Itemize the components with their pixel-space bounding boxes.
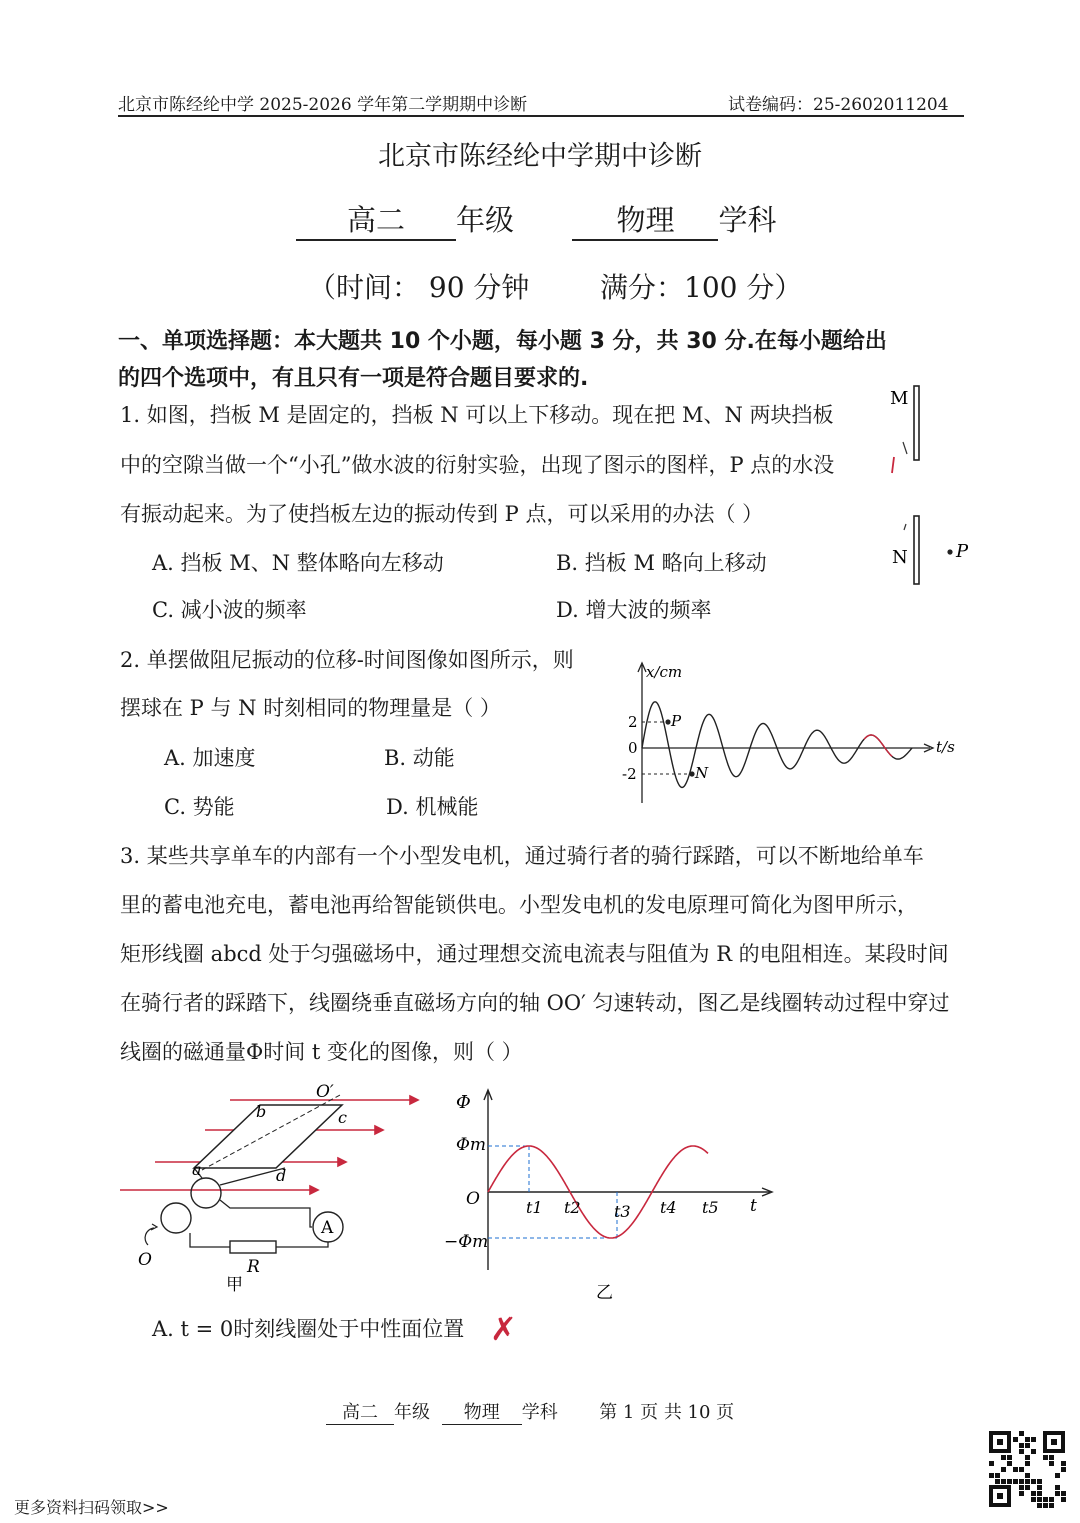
q1-barrier-figure [880, 380, 990, 600]
grade-suffix: 年级 [456, 203, 515, 237]
footer-subject-suffix: 学科 [521, 1402, 558, 1423]
footer-page-number: 第 1 页 共 10 页 [599, 1402, 735, 1423]
q1-option-c: C. 减小波的频率 [152, 598, 307, 622]
q3-phi-m: Φm [456, 1135, 487, 1155]
q2-curve-red-segment [864, 735, 892, 756]
q2-tick-2: 2 [628, 713, 638, 731]
q2-line1: 2. 单摆做阻尼振动的位移-时间图像如图所示，则 [120, 648, 574, 672]
footer-grade-suffix: 年级 [394, 1402, 430, 1423]
resistor-r [230, 1241, 276, 1253]
q3-line4: 在骑行者的踩踏下，线圈绕垂直磁场方向的轴 OO′ 匀速转动，图乙是线圈转动过程中穿过 [120, 991, 950, 1015]
grade-subject-line [296, 198, 776, 241]
q2-line2: 摆球在 P 与 N 时刻相同的物理量是（ ） [120, 696, 501, 720]
grade-value: 高二 [296, 198, 456, 241]
q3-tick-t1: t1 [526, 1198, 543, 1217]
q1-option-b: B. 挡板 M 略向上移动 [556, 551, 767, 575]
barrier-m [914, 386, 919, 460]
q2-label-p: P [671, 712, 682, 730]
wire-top [220, 1200, 312, 1227]
section-heading-line2: 的四个选项中，有且只有一项是符合题目要求的. [118, 366, 589, 391]
q3-neg-phi-m: −Φm [444, 1232, 489, 1252]
wire-right [276, 1242, 328, 1247]
q1-fig-label-n: N [892, 547, 908, 568]
q2-point-p [665, 719, 670, 724]
q2-curve-main [642, 702, 912, 788]
q2-label-n: N [695, 764, 709, 782]
q3-line5: 线圈的磁通量Φ时间 t 变化的图像，则（ ） [120, 1040, 523, 1064]
q3-origin: O [466, 1189, 480, 1209]
q3-line2: 里的蓄电池充电，蓄电池再给智能锁供电。小型发电机的发电原理可简化为图甲所示， [120, 893, 918, 917]
q2-option-c: C. 势能 [164, 795, 235, 819]
barrier-n [914, 516, 919, 584]
wave-mark-dark [903, 442, 907, 454]
q3-tick-t3: t3 [614, 1202, 631, 1221]
page-title: 北京市陈经纶中学期中诊断 [378, 141, 702, 172]
wrong-mark-icon: ✗ [490, 1310, 517, 1348]
q2-option-a: A. 加速度 [164, 746, 256, 770]
header-rule [118, 115, 964, 117]
q2-damped-oscillation-graph [610, 655, 970, 815]
q2-x-label: t/s [936, 738, 955, 756]
slip-ring-back [161, 1203, 191, 1233]
q3-generator-figure-jia [110, 1075, 430, 1300]
label-r: R [247, 1257, 260, 1277]
q1-option-a: A. 挡板 M、N 整体略向左移动 [152, 551, 444, 575]
label-a: a [192, 1160, 202, 1179]
q1-line3: 有振动起来。为了使挡板左边的振动传到 P 点，可以采用的办法（ ） [120, 502, 764, 526]
q1-fig-label-p: P [956, 541, 969, 562]
rotation-arrow [145, 1228, 154, 1245]
caption-jia: 甲 [226, 1275, 243, 1295]
q2-option-d: D. 机械能 [386, 795, 479, 819]
q1-line2: 中的空隙当做一个“小孔”做水波的衍射实验，出现了图示的图样，P 点的水没 [120, 453, 835, 477]
qr-code-icon[interactable] [988, 1430, 1066, 1508]
label-o-prime: O′ [316, 1082, 334, 1102]
caption-yi: 乙 [596, 1283, 613, 1303]
q2-point-n [689, 771, 694, 776]
q2-option-b: B. 动能 [384, 746, 455, 770]
q3-x-label: t [750, 1196, 757, 1216]
subject-suffix: 学科 [718, 203, 777, 237]
coil-abcd [194, 1105, 342, 1168]
footer-grade: 高二 [326, 1398, 394, 1425]
q2-y-label: x/cm [646, 663, 683, 681]
q2-tick-0: 0 [628, 739, 638, 757]
q3-line1: 3. 某些共享单车的内部有一个小型发电机，通过骑行者的骑行踩踏，可以不断地给单车 [120, 844, 924, 868]
wave-mark-small [904, 524, 906, 530]
subject-value: 物理 [572, 198, 718, 241]
q3-tick-t2: t2 [564, 1198, 581, 1217]
q3-tick-t5: t5 [702, 1198, 719, 1217]
q1-fig-label-m: M [890, 388, 909, 409]
label-b: b [256, 1102, 267, 1121]
wave-mark-red [892, 457, 894, 473]
footer-line [326, 1398, 734, 1425]
q3-y-label: Φ [456, 1092, 471, 1113]
q3-flux-graph-yi [440, 1080, 785, 1305]
header-exam-code: 试卷编码：25-2602011204 [728, 95, 949, 115]
section-heading-line1: 一、单项选择题：本大题共 10 个小题，每小题 3 分，共 30 分.在每小题给出 [118, 329, 887, 354]
point-p-dot [947, 549, 952, 554]
footer-subject: 物理 [442, 1398, 522, 1425]
slip-ring-front [191, 1178, 221, 1208]
exam-score: 满分：100 分） [600, 271, 803, 304]
q1-option-d: D. 增大波的频率 [556, 598, 712, 622]
wire-left [190, 1233, 230, 1247]
q3-option-a: A. t = 0时刻线圈处于中性面位置 [152, 1317, 465, 1341]
q3-tick-t4: t4 [660, 1198, 677, 1217]
q1-line1: 1. 如图，挡板 M 是固定的，挡板 N 可以上下移动。现在把 M、N 两块挡板 [120, 403, 834, 427]
label-o: O [138, 1250, 152, 1270]
q2-tick-neg2: -2 [622, 765, 637, 783]
more-resources-link[interactable]: 更多资料扫码领取>> [14, 1498, 169, 1517]
label-c: c [338, 1108, 347, 1127]
exam-time: （时间： 90 分钟 [308, 271, 530, 304]
q3-line3: 矩形线圈 abcd 处于匀强磁场中，通过理想交流电流表与阻值为 R 的电阻相连。某段时间 [120, 942, 949, 966]
label-d: d [276, 1166, 287, 1185]
header-left: 北京市陈经纶中学 2025-2026 学年第二学期期中诊断 [118, 95, 528, 115]
ammeter-label: A [321, 1218, 334, 1238]
